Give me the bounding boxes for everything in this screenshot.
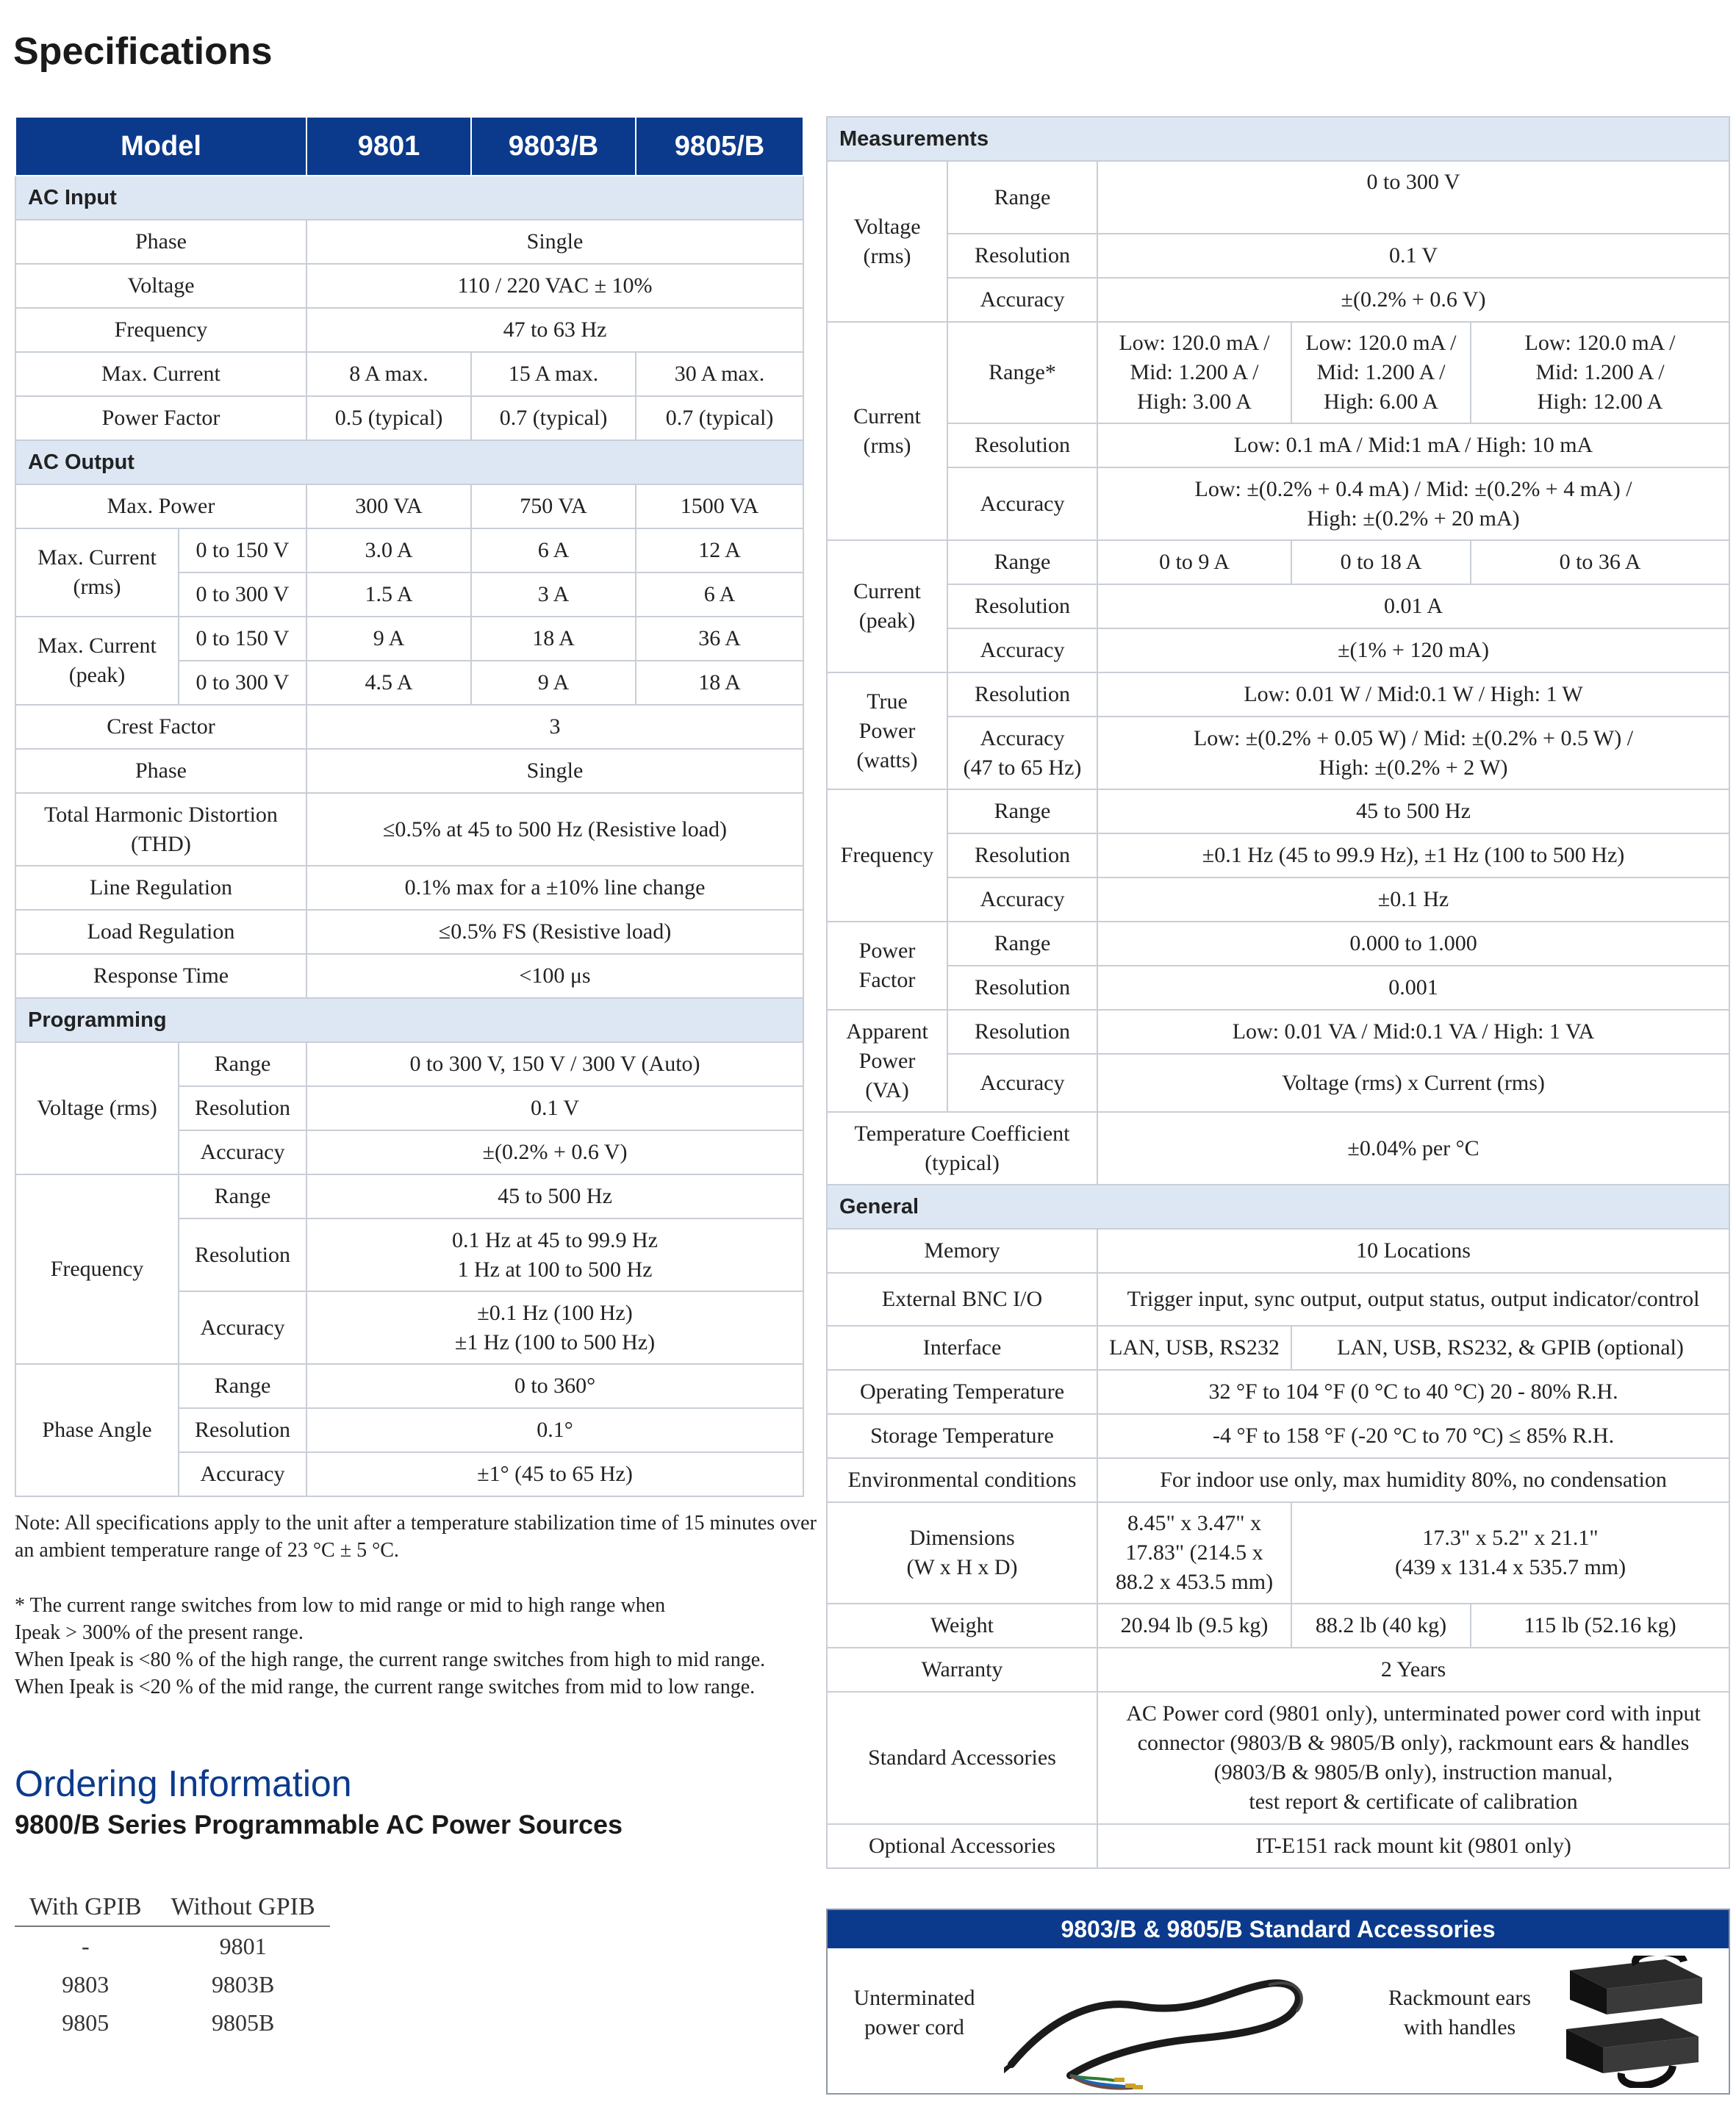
- cell-9801: 9 A: [306, 617, 471, 661]
- line: High: ±(0.2% + 20 mA): [1307, 506, 1520, 531]
- row-value: Low: 0.01 W / Mid:0.1 W / High: 1 W: [1097, 672, 1729, 717]
- line: Low: ±(0.2% + 0.4 mA) / Mid: ±(0.2% + 4 mA) /: [1194, 476, 1632, 501]
- ordering-title: Ordering Information: [15, 1763, 352, 1804]
- row-value: 0.01 A: [1097, 584, 1729, 628]
- row-value: [1097, 717, 1729, 789]
- row-value: 2 Years: [1097, 1648, 1729, 1692]
- line: (typical): [925, 1150, 1000, 1175]
- line: Low: 120.0 mA /: [1305, 331, 1457, 355]
- row-label: Frequency: [15, 1174, 179, 1364]
- sub-label: Resolution: [179, 1219, 306, 1291]
- row-value: <100 μs: [306, 954, 803, 998]
- cell-9801: 0 to 9 A: [1097, 540, 1291, 584]
- row-label: Memory: [827, 1229, 1097, 1273]
- sub-label: Resolution: [947, 423, 1097, 467]
- line: Power: [858, 718, 916, 743]
- row-label: [827, 922, 947, 1010]
- cell-9803b: 0 to 18 A: [1291, 540, 1471, 584]
- line: 8.45" x 3.47" x: [1127, 1511, 1261, 1535]
- sub-label: Accuracy: [947, 628, 1097, 672]
- row-value: Low: 0.1 mA / Mid:1 mA / High: 10 mA: [1097, 423, 1729, 467]
- row-label: [827, 161, 947, 322]
- ordering-subtitle: 9800/B Series Programmable AC Power Sources: [15, 1809, 623, 1840]
- row-label: [827, 1010, 947, 1112]
- table-row: [15, 1926, 330, 1965]
- line: Accuracy: [980, 725, 1065, 750]
- note-text: Ipeak > 300% of the present range.: [15, 1621, 304, 1644]
- row-label: [827, 672, 947, 789]
- line: 0.1 Hz at 45 to 99.9 Hz: [452, 1227, 658, 1252]
- row-label: [827, 540, 947, 672]
- section-general: General: [827, 1185, 1729, 1229]
- row-label: Response Time: [15, 954, 306, 998]
- row-value: 45 to 500 Hz: [306, 1174, 803, 1219]
- line: (47 to 65 Hz): [963, 755, 1082, 780]
- sub-label: Accuracy: [179, 1130, 306, 1174]
- sub-label: Range: [947, 161, 1097, 234]
- cell-with-gpib: -: [81, 1933, 90, 1959]
- note-text: * The current range switches from low to mid range or mid to high range when: [15, 1594, 666, 1617]
- row-label: Frequency: [15, 308, 306, 352]
- header-model: Model: [15, 117, 306, 176]
- cell-9803b: 15 A max.: [471, 352, 636, 396]
- row-value: ±(0.2% + 0.6 V): [1097, 278, 1729, 322]
- cell-9805b: 6 A: [636, 573, 803, 617]
- sub-label: Range: [179, 1364, 306, 1408]
- cell-9803b-9805b: [1291, 1502, 1729, 1604]
- cell-without-gpib: 9803B: [211, 1971, 275, 1998]
- section-ac-input: AC Input: [15, 176, 803, 220]
- line: High: ±(0.2% + 2 W): [1319, 755, 1508, 780]
- row-label: Weight: [827, 1604, 1097, 1648]
- sub-label: Range: [947, 540, 1097, 584]
- row-value: 0.1% max for a ±10% line change: [306, 866, 803, 910]
- rackmount-ears-label: [1371, 1984, 1548, 2042]
- row-value: [1097, 1692, 1729, 1824]
- line: Current: [853, 403, 921, 428]
- row-label: [827, 1112, 1097, 1185]
- sub-label: Resolution: [947, 672, 1097, 717]
- row-label: Interface: [827, 1326, 1097, 1370]
- sub-label: Accuracy: [179, 1452, 306, 1496]
- sub-label: Resolution: [947, 584, 1097, 628]
- cell-9801: 8 A max.: [306, 352, 471, 396]
- specifications-table: [15, 116, 804, 1497]
- row-value: 45 to 500 Hz: [1097, 789, 1729, 833]
- note-stabilization: [15, 1510, 831, 1564]
- row-value: 3: [306, 705, 803, 749]
- line: (rms): [863, 243, 911, 268]
- cell-9803b: 18 A: [471, 617, 636, 661]
- row-label: Line Regulation: [15, 866, 306, 910]
- cell-9805b: 0 to 36 A: [1471, 540, 1729, 584]
- sub-label: Range: [947, 789, 1097, 833]
- cell-9805b: 1500 VA: [636, 484, 803, 528]
- row-value: Single: [306, 749, 803, 793]
- line: Low: ±(0.2% + 0.05 W) / Mid: ±(0.2% + 0.5 W) /: [1193, 725, 1634, 750]
- line: 1 Hz at 100 to 500 Hz: [457, 1257, 653, 1282]
- cell-without-gpib: 9805B: [211, 2009, 275, 2036]
- ordering-table: [15, 1893, 330, 2042]
- cell-9805b: 12 A: [636, 528, 803, 573]
- row-label: Phase: [15, 220, 306, 264]
- row-value: 0.000 to 1.000: [1097, 922, 1729, 966]
- sub-label: Resolution: [947, 1010, 1097, 1054]
- line: Temperature Coefficient: [854, 1121, 1070, 1146]
- row-label: Optional Accessories: [827, 1824, 1097, 1868]
- row-value: ≤0.5% FS (Resistive load): [306, 910, 803, 954]
- row-value: 47 to 63 Hz: [306, 308, 803, 352]
- line: High: 3.00 A: [1137, 390, 1252, 414]
- cell-9803b: 9 A: [471, 661, 636, 705]
- line: test report & certificate of calibration: [1249, 1790, 1578, 1814]
- line: connector (9803/B & 9805/B only), rackmount ears & handles: [1137, 1731, 1690, 1755]
- note-text: When Ipeak is <20 % of the mid range, the current range switches from mid to low range.: [15, 1676, 756, 1698]
- row-value: 0.001: [1097, 966, 1729, 1010]
- row-label: Max. Current: [15, 352, 306, 396]
- sub-label: Accuracy: [947, 278, 1097, 322]
- sub-label: Resolution: [179, 1086, 306, 1130]
- header-with-gpib: With GPIB: [15, 1893, 157, 1926]
- sub-label: Resolution: [179, 1408, 306, 1452]
- row-value: ±0.1 Hz (45 to 99.9 Hz), ±1 Hz (100 to 500 Hz): [1097, 833, 1729, 878]
- line: Rackmount ears: [1388, 1986, 1532, 2010]
- row-value: ±(0.2% + 0.6 V): [306, 1130, 803, 1174]
- cell-9803b: 6 A: [471, 528, 636, 573]
- cell-9805b: 115 lb (52.16 kg): [1471, 1604, 1729, 1648]
- sub-label: Accuracy: [947, 467, 1097, 540]
- row-value: 32 °F to 104 °F (0 °C to 40 °C) 20 - 80% R.H.: [1097, 1370, 1729, 1414]
- row-value: 0 to 300 V: [1097, 161, 1729, 234]
- cell-9801: 300 VA: [306, 484, 471, 528]
- sub-label: Resolution: [947, 966, 1097, 1010]
- row-value: [1097, 467, 1729, 540]
- header-9801: 9801: [306, 117, 471, 176]
- row-value: 0.1 V: [1097, 234, 1729, 278]
- line: Low: 120.0 mA /: [1524, 331, 1676, 355]
- row-value: ±0.04% per °C: [1097, 1112, 1729, 1185]
- sub-label: 0 to 150 V: [179, 617, 306, 661]
- line: (peak): [858, 609, 916, 633]
- sub-label: 0 to 300 V: [179, 573, 306, 617]
- line: True: [867, 689, 908, 714]
- section-programming: Programming: [15, 998, 803, 1042]
- sub-label: Accuracy: [947, 1054, 1097, 1112]
- row-value: Low: 0.01 VA / Mid:0.1 VA / High: 1 VA: [1097, 1010, 1729, 1054]
- line: (VA): [865, 1077, 909, 1102]
- cell-9801: [1097, 1502, 1291, 1604]
- row-value: Trigger input, sync output, output status, output indicator/control: [1097, 1273, 1729, 1326]
- line: Apparent: [846, 1019, 928, 1044]
- line: Voltage: [853, 214, 921, 239]
- cell-9801: 20.94 lb (9.5 kg): [1097, 1604, 1291, 1648]
- row-label: Total Harmonic Distortion (THD): [15, 793, 306, 866]
- table-row: [15, 2003, 330, 2042]
- sub-label: Resolution: [947, 833, 1097, 878]
- cell-9803b: 750 VA: [471, 484, 636, 528]
- cell-9803b-9805b: LAN, USB, RS232, & GPIB (optional): [1291, 1326, 1729, 1370]
- line: 17.3" x 5.2" x 21.1": [1422, 1526, 1599, 1550]
- line: Low: 120.0 mA /: [1119, 331, 1270, 355]
- line: (9803/B & 9805/B only), instruction manual,: [1213, 1760, 1613, 1784]
- cell-9803b: 0.7 (typical): [471, 396, 636, 440]
- line: 88.2 x 453.5 mm): [1115, 1570, 1274, 1594]
- note-current-range: [15, 1592, 831, 1701]
- ordering-header-row: [15, 1893, 330, 1926]
- cell-with-gpib: 9803: [62, 1971, 110, 1998]
- header-9803b: 9803/B: [471, 117, 636, 176]
- line: ±0.1 Hz (100 Hz): [477, 1300, 633, 1325]
- row-label: Power Factor: [15, 396, 306, 440]
- cell-9801: 0.5 (typical): [306, 396, 471, 440]
- sub-label: Accuracy: [179, 1291, 306, 1364]
- row-label: Crest Factor: [15, 705, 306, 749]
- line: 17.83" (214.5 x: [1125, 1540, 1263, 1565]
- header-without-gpib: Without GPIB: [157, 1893, 330, 1926]
- line: High: 12.00 A: [1537, 390, 1663, 414]
- sub-label: 0 to 150 V: [179, 528, 306, 573]
- cell-9805b: 18 A: [636, 661, 803, 705]
- row-label: Max. Power: [15, 484, 306, 528]
- row-label: Operating Temperature: [827, 1370, 1097, 1414]
- row-label: External BNC I/O: [827, 1273, 1097, 1326]
- line: Factor: [858, 968, 916, 992]
- note-text: Note: All specifications apply to the unit after a temperature stabilization time of 15 minutes over an ambient temperature range of 23 °C ± 5 °C.: [15, 1512, 817, 1562]
- line: Unterminated: [853, 1986, 975, 2010]
- cell-9805b: 36 A: [636, 617, 803, 661]
- row-label: Max. Current (peak): [15, 617, 179, 705]
- cell-9803b: 88.2 lb (40 kg): [1291, 1604, 1471, 1648]
- line: (W x H x D): [906, 1555, 1018, 1579]
- power-cord-label: [841, 1984, 988, 2042]
- row-value: ±0.1 Hz: [1097, 878, 1729, 922]
- standard-accessories-box: [826, 1909, 1730, 2095]
- row-label: Phase: [15, 749, 306, 793]
- line: High: 6.00 A: [1324, 390, 1438, 414]
- note-text: When Ipeak is <80 % of the high range, the current range switches from high to mid range.: [15, 1648, 766, 1671]
- line: Power: [858, 1048, 916, 1073]
- sub-label: Range: [179, 1042, 306, 1086]
- cell-9801: 4.5 A: [306, 661, 471, 705]
- row-label: Environmental conditions: [827, 1458, 1097, 1502]
- line: (rms): [863, 433, 911, 458]
- line: power cord: [864, 2015, 964, 2039]
- row-label: Standard Accessories: [827, 1692, 1097, 1824]
- cell-9801: 1.5 A: [306, 573, 471, 617]
- row-value: For indoor use only, max humidity 80%, no condensation: [1097, 1458, 1729, 1502]
- row-value: IT-E151 rack mount kit (9801 only): [1097, 1824, 1729, 1868]
- sub-label: Range: [179, 1174, 306, 1219]
- sub-label: [947, 717, 1097, 789]
- cell-9801: [1097, 322, 1291, 423]
- row-label: [827, 322, 947, 540]
- line: ±1 Hz (100 to 500 Hz): [454, 1329, 656, 1354]
- cell-9805b: 0.7 (typical): [636, 396, 803, 440]
- cell-9805b: [1471, 322, 1729, 423]
- line: with handles: [1403, 2015, 1516, 2039]
- row-value: 0.1°: [306, 1408, 803, 1452]
- page-title: Specifications: [13, 30, 273, 73]
- line: (439 x 131.4 x 535.7 mm): [1394, 1555, 1626, 1579]
- row-label: Load Regulation: [15, 910, 306, 954]
- row-value: ≤0.5% at 45 to 500 Hz (Resistive load): [306, 793, 803, 866]
- row-value: 0.1 V: [306, 1086, 803, 1130]
- row-label: [827, 1502, 1097, 1604]
- sub-label: Range*: [947, 322, 1097, 423]
- line: Dimensions: [909, 1526, 1015, 1550]
- row-value: 10 Locations: [1097, 1229, 1729, 1273]
- cell-without-gpib: 9801: [219, 1933, 267, 1959]
- row-label: Frequency: [827, 789, 947, 922]
- table-row: [15, 1965, 330, 2003]
- row-label: Phase Angle: [15, 1364, 179, 1496]
- row-label: Voltage: [15, 264, 306, 308]
- row-label: Max. Current (rms): [15, 528, 179, 617]
- measurements-general-table: [826, 116, 1730, 1869]
- sub-label: Range: [947, 922, 1097, 966]
- row-value: Voltage (rms) x Current (rms): [1097, 1054, 1729, 1112]
- cell-9805b: 30 A max.: [636, 352, 803, 396]
- cell-9803b: 3 A: [471, 573, 636, 617]
- row-label: Warranty: [827, 1648, 1097, 1692]
- sub-label: 0 to 300 V: [179, 661, 306, 705]
- section-measurements: Measurements: [827, 117, 1729, 161]
- sub-label: Resolution: [947, 234, 1097, 278]
- row-value: 0 to 360°: [306, 1364, 803, 1408]
- row-label: Storage Temperature: [827, 1414, 1097, 1458]
- line: Current: [853, 579, 921, 603]
- sub-label: Accuracy: [947, 878, 1097, 922]
- header-9805b: 9805/B: [636, 117, 803, 176]
- row-value: -4 °F to 158 °F (-20 °C to 70 °C) ≤ 85% R.H.: [1097, 1414, 1729, 1458]
- line: (watts): [856, 747, 918, 772]
- cell-9803b: [1291, 322, 1471, 423]
- row-value: ±1° (45 to 65 Hz): [306, 1452, 803, 1496]
- cell-9801: LAN, USB, RS232: [1097, 1326, 1291, 1370]
- row-label: Voltage (rms): [15, 1042, 179, 1174]
- line: Mid: 1.200 A /: [1535, 360, 1665, 384]
- rackmount-ears-image: [1555, 1956, 1717, 2088]
- section-ac-output: AC Output: [15, 440, 803, 484]
- row-value: [306, 1219, 803, 1291]
- row-value: 0 to 300 V, 150 V / 300 V (Auto): [306, 1042, 803, 1086]
- row-value: [306, 1291, 803, 1364]
- power-cord-image: [1004, 1954, 1313, 2090]
- cell-with-gpib: 9805: [62, 2009, 110, 2036]
- line: Mid: 1.200 A /: [1130, 360, 1259, 384]
- accessories-box-title: 9803/B & 9805/B Standard Accessories: [828, 1910, 1729, 1948]
- row-value: 110 / 220 VAC ± 10%: [306, 264, 803, 308]
- line: AC Power cord (9801 only), unterminated power cord with input: [1126, 1701, 1701, 1726]
- line: Mid: 1.200 A /: [1316, 360, 1446, 384]
- line: Power: [858, 939, 916, 963]
- cell-9801: 3.0 A: [306, 528, 471, 573]
- row-value: ±(1% + 120 mA): [1097, 628, 1729, 672]
- row-value: Single: [306, 220, 803, 264]
